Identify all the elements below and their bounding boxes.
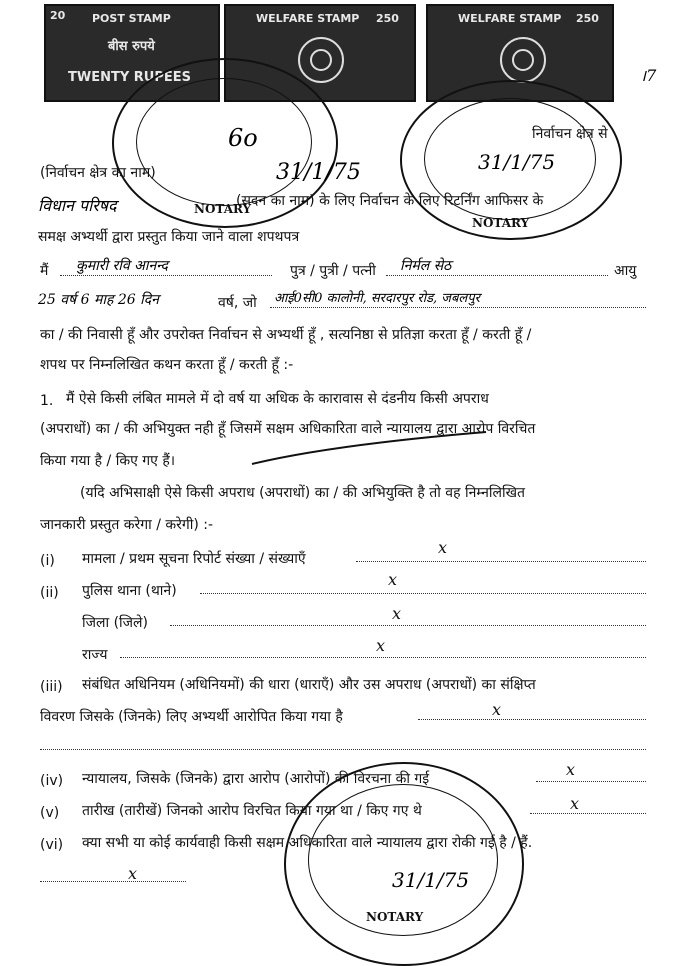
item-label: जिला (जिले): [82, 615, 149, 631]
item-number: (i): [40, 553, 55, 569]
age-value: 25 वर्ष 6 माह 26 दिन: [38, 292, 159, 308]
mai-label: मैं: [40, 263, 49, 279]
resident-line: का / की निवासी हूँ और उपरोक्त निर्वाचन से अभ्यर्थी हूँ , सत्यनिष्ठा से प्रतिज्ञा करता हूँ / करती हूँ /: [40, 327, 532, 343]
item-number: (iv): [40, 773, 64, 789]
seal-handwriting: 6o: [228, 124, 258, 152]
seal-ring-text: NOTARY: [194, 202, 252, 216]
header-line4: समक्ष अभ्यर्थी द्वारा प्रस्तुत किया जाने वाला शपथपत्र: [38, 229, 300, 245]
father-name: निर्मल सेठ: [400, 258, 452, 274]
stamp-top-text: WELFARE STAMP: [256, 12, 360, 25]
seal-handwriting: 31/1/75: [478, 150, 556, 174]
cross-mark: x: [438, 538, 448, 557]
declarant-name: कुमारी रवि आनन्द: [76, 258, 168, 274]
item-label: विवरण जिसके (जिनके) लिए अभ्यर्थी आरोपित किया गया है: [40, 709, 343, 725]
handwritten-date: 31/1/75: [276, 160, 361, 185]
stamp-value: 20: [50, 9, 66, 22]
item-label: तारीख (तारीखें) जिनको आरोप विरचित किया गया था / किए गए थे: [82, 803, 422, 819]
cross-mark: x: [376, 636, 386, 655]
house-name-handwriting: विधान परिषद: [38, 196, 117, 215]
cross-mark: x: [492, 700, 502, 719]
item-number: (v): [40, 805, 60, 821]
para1-line2: (अपराधों) का / की अभियुक्त नही हूँ जिसमें सक्षम अधिकारिता वाले न्यायालय द्वारा आरोप विरचित: [40, 421, 536, 437]
relation-label: पुत्र / पुत्री / पत्नी: [290, 263, 376, 279]
para1-line3: किया गया है / किए गए हैं।: [40, 453, 176, 469]
header-line1-tail: निर्वाचन क्षेत्र से: [532, 126, 608, 142]
cross-mark: x: [388, 570, 398, 589]
seal-ring-text: NOTARY: [366, 910, 424, 924]
stamp-value: 250: [376, 12, 399, 25]
age-label: आयु: [614, 263, 637, 279]
corner-mark: ।7: [640, 66, 657, 85]
stamp-top-text: POST STAMP: [92, 12, 171, 25]
pen-stroke: [250, 428, 490, 468]
para1-line1: मैं ऐसे किसी लंबित मामले में दो वर्ष या अधिक के कारावास से दंडनीय किसी अपराध: [66, 391, 489, 407]
item-label: क्या सभी या कोई कार्यवाही किसी सक्षम अधिकारिता वाले न्यायालय द्वारा रोकी गई है / हैं.: [82, 835, 533, 851]
item-label: संबंधित अधिनियम (अधिनियमों) की धारा (धाराएँ) और उस अपराध (अपराधों) का संक्षिप्त: [82, 677, 536, 693]
cross-mark: x: [566, 760, 576, 779]
address-value: आई0सी0 कालोनी, सरदारपुर रोड, जबलपुर: [274, 291, 480, 306]
constituency-label: (निर्वाचन क्षेत्र का नाम): [40, 165, 156, 181]
notary-seal-bottom: [284, 762, 524, 966]
header-line3: (सदन का नाम) के लिए निर्वाचन के लिए रिटर्निंग आफिसर के: [236, 193, 544, 209]
varsh-jo-label: वर्ष, जो: [218, 295, 257, 311]
stamp-mid-text: बीस रुपये: [108, 39, 155, 54]
item-number: (iii): [40, 679, 63, 695]
item-number: (ii): [40, 585, 59, 601]
item-label: न्यायालय, जिसके (जिनके) द्वारा आरोप (आरोपों) की विरचना की गई: [82, 771, 430, 787]
cross-mark: x: [392, 604, 402, 623]
cross-mark: x: [128, 864, 138, 883]
seal-ring-text: NOTARY: [472, 216, 530, 230]
para2-line1: (यदि अभिसाक्षी ऐसे किसी अपराध (अपराधों) का / की अभियुक्ति है तो वह निम्नलिखित: [80, 485, 526, 501]
stamp-top-text: WELFARE STAMP: [458, 12, 562, 25]
para2-line2: जानकारी प्रस्तुत करेगा / करेगी) :-: [40, 517, 214, 533]
stamp-value: 250: [576, 12, 599, 25]
cross-mark: x: [570, 794, 580, 813]
item-label: राज्य: [82, 647, 108, 663]
seal-handwriting: 31/1/75: [392, 868, 470, 892]
item-label: पुलिस थाना (थाने): [82, 583, 177, 599]
stamp-bottom-text: TWENTY RUPEES: [68, 70, 191, 85]
para1-number: 1.: [40, 393, 54, 409]
item-label: मामला / प्रथम सूचना रिपोर्ट संख्या / संख्याएँ: [82, 551, 306, 567]
oath-line: शपथ पर निम्नलिखित कथन करता हूँ / करती हूँ :-: [40, 357, 294, 373]
item-number: (vi): [40, 837, 64, 853]
